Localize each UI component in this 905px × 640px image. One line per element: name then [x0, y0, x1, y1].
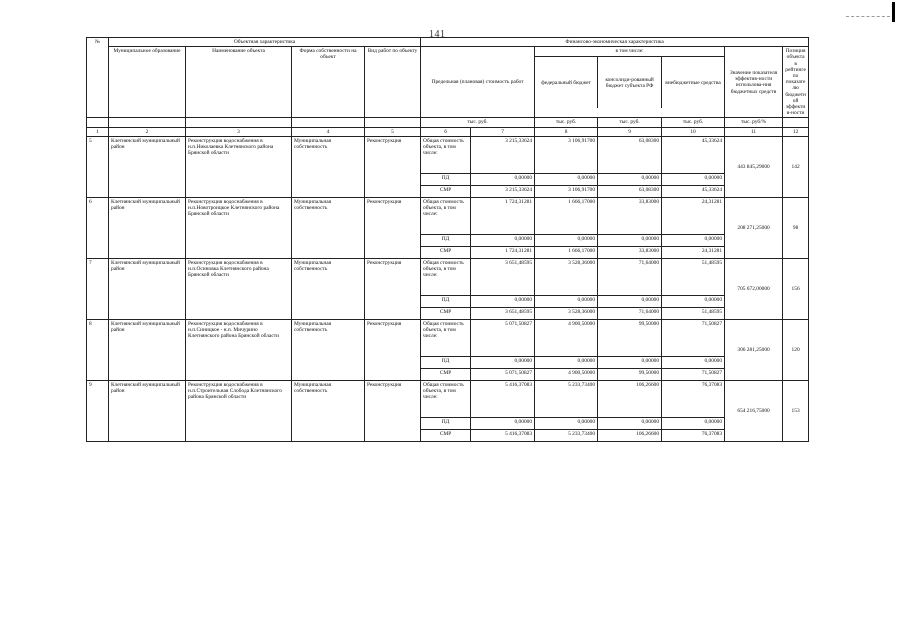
- smr-consolidated-value: 63,08300: [598, 185, 662, 197]
- work-type-cell: Реконструкция: [365, 197, 421, 258]
- smr-cost-value: 5 071,50827: [471, 368, 535, 380]
- pd-label: ПД: [421, 356, 471, 368]
- total-cost-value: 5 416,37083: [471, 380, 535, 417]
- municipal-cell: Клетнянский муниципальный район: [109, 136, 186, 197]
- header-work-type: Вид работ по объекту: [365, 47, 421, 118]
- work-type-cell: Реконструкция: [365, 136, 421, 197]
- position-value: 142: [783, 136, 809, 197]
- total-label: Общая стоимость объекта, в том числе:: [421, 380, 471, 417]
- column-number: 1: [87, 127, 109, 136]
- smr-federal-value: 3 528,36000: [535, 307, 598, 319]
- smr-label: СМР: [421, 246, 471, 258]
- header-offbudget: внебюджетные средства: [665, 79, 721, 86]
- row-number: 6: [87, 197, 109, 258]
- total-label: Общая стоимость объекта, в том числе:: [421, 258, 471, 295]
- indicator-value: 443 845,29000: [725, 136, 783, 197]
- total-federal-value: 1 666,17000: [535, 197, 598, 234]
- header-including-group: [535, 47, 725, 118]
- column-number: 11: [725, 127, 783, 136]
- header-position: Позиция объекта в рейтинге по показателю бюджетной эффектив-ности: [783, 47, 809, 118]
- header-municipal: Муниципальное образование: [109, 47, 186, 118]
- pd-federal-value: 0,00000: [535, 173, 598, 185]
- smr-label: СМР: [421, 307, 471, 319]
- table-body: [87, 136, 809, 441]
- units-blank: [109, 118, 186, 127]
- pd-offbudget-value: 0,00000: [662, 356, 725, 368]
- smr-label: СМР: [421, 368, 471, 380]
- smr-offbudget-value: 51,48595: [662, 307, 725, 319]
- column-number: 3: [186, 127, 292, 136]
- position-value: 98: [783, 197, 809, 258]
- total-federal-value: 4 900,50000: [535, 319, 598, 356]
- work-type-cell: Реконструкция: [365, 258, 421, 319]
- pd-consolidated-value: 0,00000: [598, 417, 662, 429]
- row-number: 9: [87, 380, 109, 441]
- scan-edge-dots: [846, 16, 890, 17]
- total-cost-value: 3 215,33624: [471, 136, 535, 173]
- municipal-cell: Клетнянский муниципальный район: [109, 258, 186, 319]
- page-number: 141: [429, 29, 446, 40]
- total-offbudget-value: 71,50827: [662, 319, 725, 356]
- total-cost-value: 1 724,31281: [471, 197, 535, 234]
- total-federal-value: 3 528,36000: [535, 258, 598, 295]
- units-offbudget: тыс. руб.: [662, 118, 725, 127]
- pd-label: ПД: [421, 417, 471, 429]
- column-number: 12: [783, 127, 809, 136]
- total-consolidated-value: 99,50000: [598, 319, 662, 356]
- pd-label: ПД: [421, 234, 471, 246]
- pd-cost-value: 0,00000: [471, 417, 535, 429]
- ownership-cell: Муниципальная собственность: [292, 136, 365, 197]
- column-number: 10: [662, 127, 725, 136]
- header-indicator: Значение показателя эффектив-ности использова-ния бюджетных средств: [725, 47, 783, 118]
- pd-federal-value: 0,00000: [535, 295, 598, 307]
- smr-consolidated-value: 71,64000: [598, 307, 662, 319]
- table-row: [87, 258, 809, 295]
- header-ownership: Форма собственности на объект: [292, 47, 365, 118]
- smr-cost-value: 3 651,48595: [471, 307, 535, 319]
- pd-consolidated-value: 0,00000: [598, 234, 662, 246]
- smr-cost-value: 3 215,33624: [471, 185, 535, 197]
- smr-offbudget-value: 76,37083: [662, 429, 725, 441]
- smr-federal-value: 1 666,17000: [535, 246, 598, 258]
- smr-federal-value: 3 106,91700: [535, 185, 598, 197]
- work-type-cell: Реконструкция: [365, 319, 421, 380]
- total-cost-value: 3 651,48595: [471, 258, 535, 295]
- ownership-cell: Муниципальная собственность: [292, 197, 365, 258]
- pd-federal-value: 0,00000: [535, 234, 598, 246]
- total-label: Общая стоимость объекта, в том числе:: [421, 197, 471, 234]
- ownership-cell: Муниципальная собственность: [292, 258, 365, 319]
- column-number: 6: [421, 127, 471, 136]
- smr-label: СМР: [421, 429, 471, 441]
- pd-federal-value: 0,00000: [535, 356, 598, 368]
- smr-cost-value: 1 724,31281: [471, 246, 535, 258]
- units-blank: [87, 118, 109, 127]
- object-table: [86, 37, 809, 442]
- scan-edge-mark: [892, 2, 895, 22]
- position-value: 120: [783, 319, 809, 380]
- pd-federal-value: 0,00000: [535, 417, 598, 429]
- pd-offbudget-value: 0,00000: [662, 295, 725, 307]
- header-financial-characteristic: Финансово-экономическая характеристика: [421, 38, 809, 47]
- pd-offbudget-value: 0,00000: [662, 173, 725, 185]
- total-offbudget-value: 51,48595: [662, 258, 725, 295]
- smr-federal-value: 5 233,73400: [535, 429, 598, 441]
- row-number: 5: [87, 136, 109, 197]
- total-offbudget-value: 45,33624: [662, 136, 725, 173]
- total-consolidated-value: 106,26600: [598, 380, 662, 417]
- indicator-value: 654 216,75000: [725, 380, 783, 441]
- table-row: [87, 380, 809, 417]
- indicator-value: 208 271,25000: [725, 197, 783, 258]
- total-offbudget-value: 76,37083: [662, 380, 725, 417]
- column-number: 2: [109, 127, 186, 136]
- table-row: [87, 319, 809, 356]
- units-blank: [186, 118, 292, 127]
- total-consolidated-value: 33,83000: [598, 197, 662, 234]
- indicator-value: 306 281,25000: [725, 319, 783, 380]
- total-consolidated-value: 71,64000: [598, 258, 662, 295]
- smr-consolidated-value: 33,83000: [598, 246, 662, 258]
- municipal-cell: Клетнянский муниципальный район: [109, 197, 186, 258]
- pd-offbudget-value: 0,00000: [662, 234, 725, 246]
- smr-consolidated-value: 106,26600: [598, 429, 662, 441]
- object-name-cell: Реконструкция водоснабжения в н.п.Николаевка Клетнянского района Брянской области: [186, 136, 292, 197]
- smr-offbudget-value: 24,31281: [662, 246, 725, 258]
- total-cost-value: 5 071,50827: [471, 319, 535, 356]
- column-number: 8: [535, 127, 598, 136]
- pd-consolidated-value: 0,00000: [598, 295, 662, 307]
- column-number: 9: [598, 127, 662, 136]
- units-indicator: тыс. руб/%: [725, 118, 783, 127]
- object-name-cell: Реконструкция водоснабжения в н.п.Осиновка Клетнянского района Брянской области: [186, 258, 292, 319]
- pd-label: ПД: [421, 295, 471, 307]
- total-offbudget-value: 24,31281: [662, 197, 725, 234]
- position-value: 156: [783, 258, 809, 319]
- position-value: 153: [783, 380, 809, 441]
- units-cost: тыс. руб.: [421, 118, 535, 127]
- header-object-name: Наименование объекта: [186, 47, 292, 118]
- total-federal-value: 5 233,73400: [535, 380, 598, 417]
- column-number: 5: [365, 127, 421, 136]
- smr-federal-value: 4 900,50000: [535, 368, 598, 380]
- table-row: [87, 136, 809, 173]
- header-including: в том числе:: [535, 47, 724, 57]
- municipal-cell: Клетнянский муниципальный район: [109, 380, 186, 441]
- units-consolidated: тыс. руб.: [598, 118, 662, 127]
- pd-offbudget-value: 0,00000: [662, 417, 725, 429]
- header-consolidated: консолиди-рованный бюджет субъекта РФ: [598, 57, 662, 108]
- object-name-cell: Реконструкция водоснабжения в н.п.Строительная Слобода Клетнянского района Брянской области: [186, 380, 292, 441]
- pd-cost-value: 0,00000: [471, 295, 535, 307]
- work-type-cell: Реконструкция: [365, 380, 421, 441]
- units-federal: тыс. руб.: [535, 118, 598, 127]
- smr-offbudget-value: 71,50827: [662, 368, 725, 380]
- pd-cost-value: 0,00000: [471, 234, 535, 246]
- object-name-cell: Реконструкция водоснабжения в н.п.Синицкое - н.п. Мичурино Клетнянского района Брянской области: [186, 319, 292, 380]
- column-number: 7: [471, 127, 535, 136]
- row-number: 7: [87, 258, 109, 319]
- ownership-cell: Муниципальная собственность: [292, 380, 365, 441]
- table-row: [87, 197, 809, 234]
- header-num: №: [87, 38, 109, 118]
- pd-consolidated-value: 0,00000: [598, 356, 662, 368]
- municipal-cell: Клетнянский муниципальный район: [109, 319, 186, 380]
- smr-offbudget-value: 45,33624: [662, 185, 725, 197]
- units-blank: [783, 118, 809, 127]
- pd-label: ПД: [421, 173, 471, 185]
- total-label: Общая стоимость объекта, в том числе:: [421, 319, 471, 356]
- pd-cost-value: 0,00000: [471, 173, 535, 185]
- smr-label: СМР: [421, 185, 471, 197]
- pd-cost-value: 0,00000: [471, 356, 535, 368]
- smr-consolidated-value: 99,50000: [598, 368, 662, 380]
- units-blank: [365, 118, 421, 127]
- smr-cost-value: 5 416,37083: [471, 429, 535, 441]
- header-federal: федеральный бюджет: [535, 57, 598, 108]
- object-name-cell: Реконструкция водоснабжения в н.п.Новотроицкое Клетнянского района Брянской области: [186, 197, 292, 258]
- pd-consolidated-value: 0,00000: [598, 173, 662, 185]
- header-cost: Предельная (плановая) стоимость работ: [421, 47, 535, 118]
- column-number: 4: [292, 127, 365, 136]
- total-label: Общая стоимость объекта, в том числе:: [421, 136, 471, 173]
- row-number: 8: [87, 319, 109, 380]
- indicator-value: 705 672,00000: [725, 258, 783, 319]
- units-blank: [292, 118, 365, 127]
- header-object-characteristic: Объектная характеристика: [109, 38, 421, 47]
- total-consolidated-value: 63,08300: [598, 136, 662, 173]
- total-federal-value: 3 106,91700: [535, 136, 598, 173]
- ownership-cell: Муниципальная собственность: [292, 319, 365, 380]
